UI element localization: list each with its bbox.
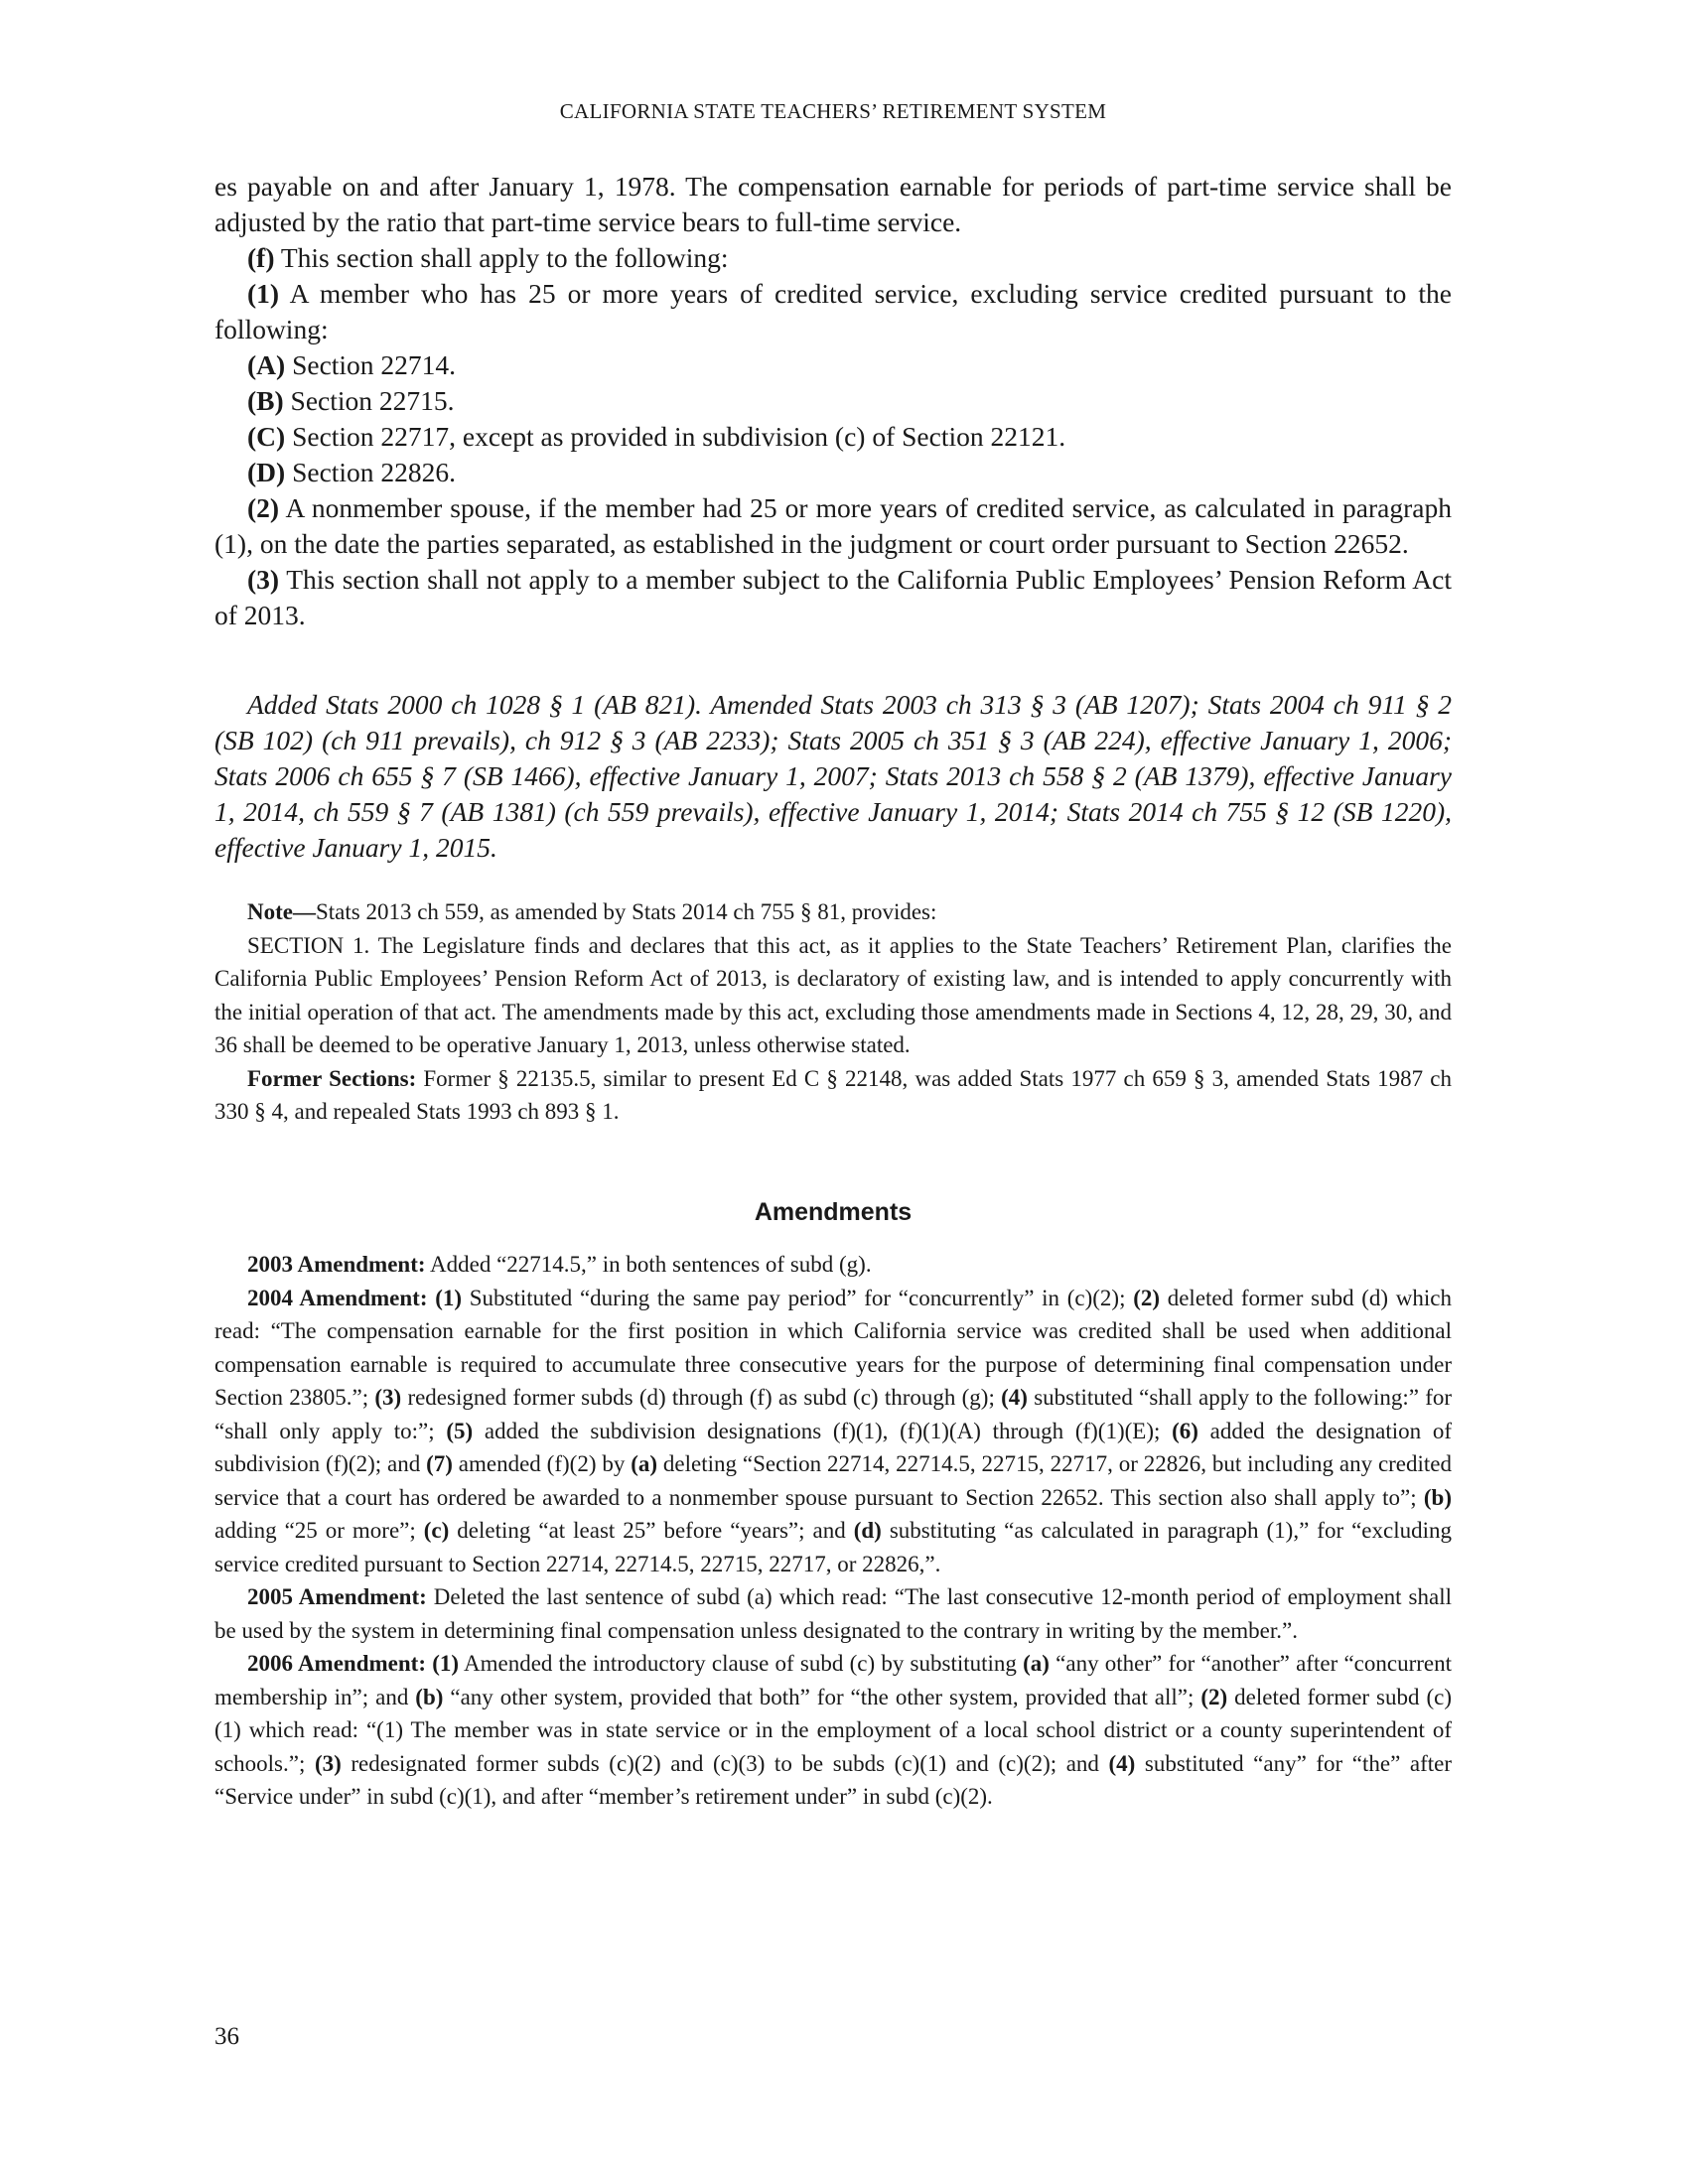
amendments-block: [214, 1248, 1452, 1814]
amendment-2004: 2004 Amendment: (1) Substituted “during the same pay period” for “concurrently” in (c)(2); (2) deleted former subd (d) which read: “The compensation earnable for the first position in which California service was credited shall be used when additional compensation earnable is required to accumulate three consecutive years for the purpose of determining final compensation under Section 23805.”; (3) redesigned former subds (d) through (f) as subd (c) through (g); (4) substituted “shall apply to the following:” for “shall only apply to:”; (5) added the subdivision designations (f)(1), (f)(1)(A) through (f)(1)(E); (6) added the designation of subdivision (f)(2); and (7) amended (f)(2) by (a) deleting “Section 22714, 22714.5, 22715, 22717, or 22826, but including any credited service that a court has ordered be awarded to a nonmember spouse pursuant to Section 22652. This section also shall apply to”; (b) adding “25 or more”; (c) deleting “at least 25” before “years”; and (d) substituting “as calculated in paragraph (1),” for “excluding service credited pursuant to Section 22714, 22714.5, 22715, 22717, or 22826,”.: [214, 1285, 1453, 1576]
paragraph-f3: (3) This section shall not apply to a member subject to the California Public Employees’ Pension Reform Act of 2013.: [214, 564, 1452, 630]
history-block: [214, 687, 1452, 866]
history-text: Added Stats 2000 ch 1028 § 1 (AB 821). Amended Stats 2003 ch 313 § 3 (AB 1207); Stats 2004 ch 911 § 2 (SB 102) (ch 911 prevails), ch 912 § 3 (AB 2233); Stats 2005 ch 351 § 3 (AB 224), effective January 1, 2006; Stats 2006 ch 655 § 7 (SB 1466), effective January 1, 2007; Stats 2013 ch 558 § 2 (AB 1379), effective January 1, 2014, ch 559 § 7 (AB 1381) (ch 559 prevails), effective January 1, 2014; Stats 2014 ch 755 § 12 (SB 1220), effective January 1, 2015.: [214, 689, 1452, 863]
page-number: 36: [214, 2023, 239, 2050]
amendment-2006: 2006 Amendment: (1) Amended the introductory clause of subd (c) by substituting (a) “any other” for “another” after “concurrent membership in”; and (b) “any other system, provided that both” for “the other system, provided that all”; (2) deleted former subd (c)(1) which read: “(1) The member was in state service or in the employment of a local school district or a county superintendent of schools.”; (3) redesignated former subds (c)(2) and (c)(3) to be subds (c)(1) and (c)(2); and (4) substituted “any” for “the” after “Service under” in subd (c)(1), and after “member’s retirement under” in subd (c)(2).: [214, 1651, 1452, 1809]
note-intro: Note—Stats 2013 ch 559, as amended by Stats 2014 ch 755 § 81, provides:: [247, 899, 937, 924]
paragraph-f1: (1) A member who has 25 or more years of credited service, excluding service credited pursuant to the following:: [214, 278, 1452, 344]
running-head: CALIFORNIA STATE TEACHERS’ RETIREMENT SYSTEM: [559, 99, 1107, 123]
subparagraph-a: (A) Section 22714.: [247, 349, 457, 380]
subparagraph-d: (D) Section 22826.: [247, 457, 457, 487]
continuation-paragraph: es payable on and after January 1, 1978. The compensation earnable for periods of part-time service shall be adjusted by the ratio that part-time service bears to full-time service.: [214, 171, 1452, 237]
amendments-heading: Amendments: [754, 1198, 913, 1226]
document-page: [214, 0, 1452, 2184]
former-sections: Former Sections: Former § 22135.5, similar to present Ed C § 22148, was added Stats 1977 ch 659 § 3, amended Stats 1987 ch 330 § 4, and repealed Stats 1993 ch 893 § 1.: [214, 1065, 1452, 1124]
amendment-2003: 2003 Amendment: Added “22714.5,” in both sentences of subd (g).: [247, 1252, 872, 1277]
amendment-2005: 2005 Amendment: Deleted the last sentence of subd (a) which read: “The last consecutive 12-month period of employment shall be used by the system in determining final compensation unless designated to the contrary in writing by the member.”.: [214, 1584, 1452, 1643]
subparagraph-c: (C) Section 22717, except as provided in subdivision (c) of Section 22121.: [247, 421, 1066, 452]
statute-text: [214, 169, 1452, 633]
paragraph-f2: (2) A nonmember spouse, if the member had 25 or more years of credited service, as calculated in paragraph (1), on the date the parties separated, as established in the judgment or court order pursuant to Section 22652.: [214, 492, 1452, 559]
note-block: [214, 895, 1452, 1129]
subdivision-f: (f) This section shall apply to the following:: [247, 242, 729, 273]
note-section-1: SECTION 1. The Legislature finds and declares that this act, as it applies to the State Teachers’ Retirement Plan, clarifies the California Public Employees’ Pension Reform Act of 2013, is declaratory of existing law, and is intended to apply concurrently with the initial operation of that act. The amendments made by this act, excluding those amendments made in Sections 4, 12, 28, 29, 30, and 36 shall be deemed to be operative January 1, 2013, unless otherwise stated.: [214, 932, 1452, 1057]
subparagraph-b: (B) Section 22715.: [247, 385, 455, 416]
